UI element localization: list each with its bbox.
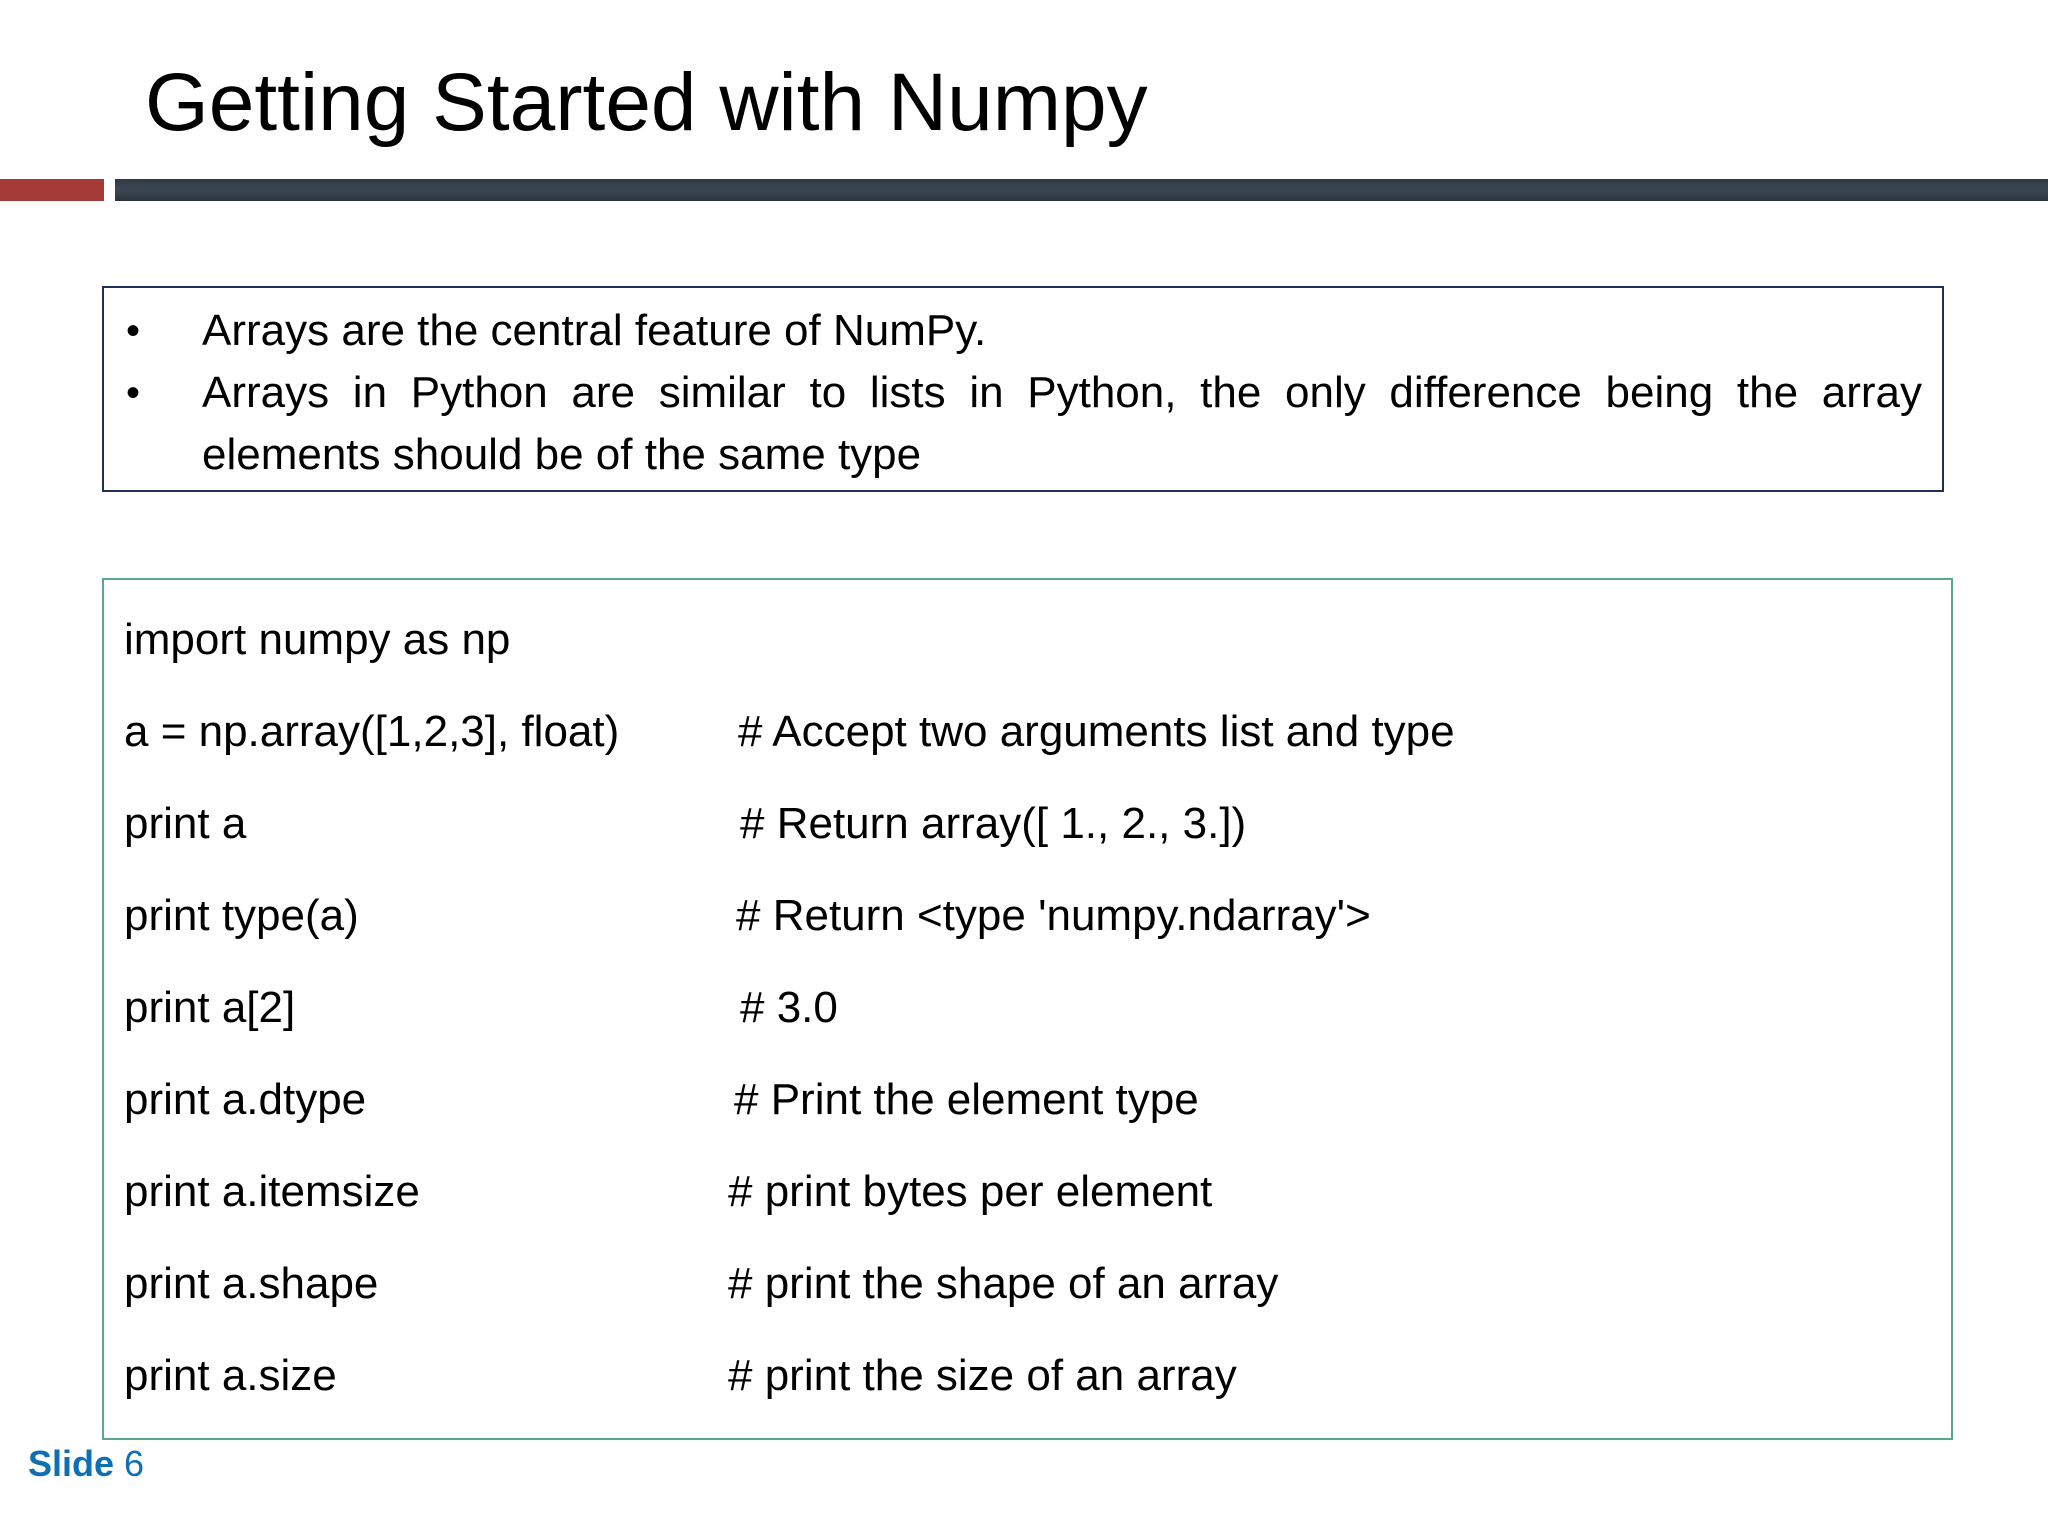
code-line (104, 1054, 1951, 1146)
slide-number-label: Slide (28, 1443, 115, 1484)
code-statement: print a.shape (124, 1259, 379, 1308)
code-line (104, 1238, 1951, 1330)
code-line (104, 962, 1951, 1054)
code-statement: import numpy as np (124, 615, 511, 664)
bullet-dot-icon: • (126, 371, 141, 415)
code-comment: # print bytes per element (728, 1167, 1213, 1216)
code-statement: print type(a) (124, 891, 359, 940)
code-statement: print a.size (124, 1351, 337, 1400)
title-underline-bar (115, 179, 2048, 201)
slide-number (28, 1442, 144, 1486)
code-comment: # Print the element type (734, 1075, 1199, 1124)
code-line (104, 686, 1951, 778)
code-statement: print a (124, 799, 247, 848)
code-line (104, 778, 1951, 870)
code-comment: # Return array([ 1., 2., 3.]) (740, 799, 1247, 848)
bullet-text: Arrays in Python are similar to lists in Python, the only difference being the array elements should be of the same type (202, 368, 1922, 479)
code-comment: # 3.0 (740, 983, 838, 1032)
slide-number-value: 6 (124, 1443, 145, 1484)
code-line (104, 1330, 1951, 1422)
code-comment: # Return <type 'numpy.ndarray'> (736, 891, 1371, 940)
code-statement: print a[2] (124, 983, 296, 1032)
code-line (104, 1146, 1951, 1238)
code-statement: print a.dtype (124, 1075, 367, 1124)
code-line (104, 594, 1951, 686)
code-comment: # print the shape of an array (728, 1259, 1279, 1308)
code-comment: # print the size of an array (728, 1351, 1237, 1400)
code-box (102, 578, 1953, 1440)
code-comment: # Accept two arguments list and type (738, 707, 1455, 756)
bullet-box (102, 286, 1944, 492)
title-accent-bar (0, 179, 104, 201)
bullet-text: Arrays are the central feature of NumPy. (202, 306, 987, 355)
code-statement: a = np.array([1,2,3], float) (124, 707, 620, 756)
code-statement: print a.itemsize (124, 1167, 420, 1216)
code-line (104, 870, 1951, 962)
bullet-dot-icon: • (126, 309, 141, 353)
slide-title: Getting Started with Numpy (145, 57, 1148, 148)
